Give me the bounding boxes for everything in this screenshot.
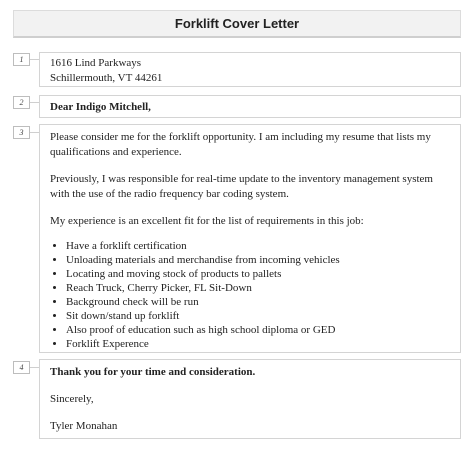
body-paragraph-3: My experience is an excellent fit for the list of requirements in this job: [50, 215, 364, 227]
section-number-2: 2 [13, 96, 30, 109]
list-item: • Reach Truck, Cherry Picker, FL Sit-Down [66, 281, 450, 295]
list-item: • Also proof of education such as high school diploma or GED [66, 323, 450, 337]
section-connector-3 [30, 132, 39, 133]
closing-line: Sincerely, [50, 393, 94, 405]
body-paragraph-1: Please consider me for the forklift opportunity. I am including my resume that lists my qualifications and experience. [50, 131, 431, 158]
requirements-list [50, 239, 450, 351]
thanks-line: Thank you for your time and consideration. [50, 366, 256, 378]
closing-block [39, 359, 461, 439]
section-number-4: 4 [13, 361, 30, 374]
address-line-2: Schillermouth, VT 44261 [50, 72, 163, 84]
list-item: • Forklift Experence [66, 337, 450, 351]
section-connector-1 [30, 59, 39, 60]
section-connector-4 [30, 367, 39, 368]
document-title: Forklift Cover Letter [13, 10, 461, 38]
section-number-1: 1 [13, 53, 30, 66]
greeting: Dear Indigo Mitchell, [50, 101, 151, 113]
greeting-block [39, 95, 461, 118]
address-block [39, 52, 461, 87]
list-item: • Sit down/stand up forklift [66, 309, 450, 323]
address-line-1: 1616 Lind Parkways [50, 57, 142, 69]
list-item: • Have a forklift certification [66, 239, 450, 253]
section-connector-2 [30, 102, 39, 103]
body-paragraph-2: Previously, I was responsible for real-time update to the inventory management system with the use of the radio frequency bar coding system. [50, 173, 433, 200]
section-number-3: 3 [13, 126, 30, 139]
body-block [39, 124, 461, 353]
signature-name: Tyler Monahan [50, 420, 118, 432]
list-item: • Locating and moving stock of products to pallets [66, 267, 450, 281]
list-item: • Background check will be run [66, 295, 450, 309]
list-item: • Unloading materials and merchandise from incoming vehicles [66, 253, 450, 267]
